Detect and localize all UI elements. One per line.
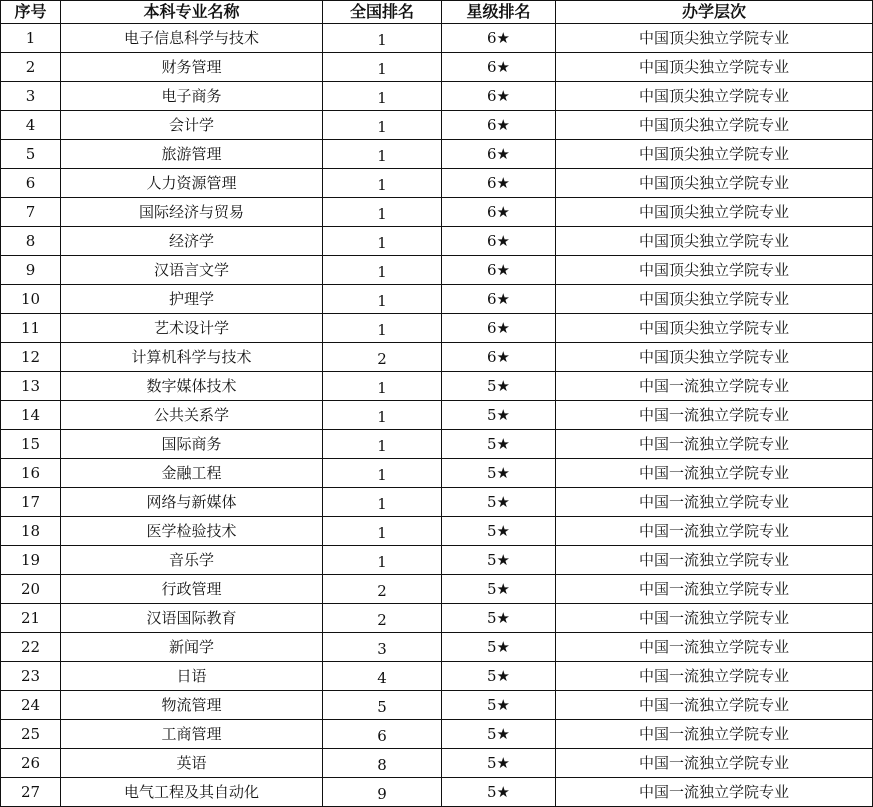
black-star-icon: ★	[496, 173, 510, 192]
serial-number-cell: 8	[1, 227, 61, 256]
star-rank-cell	[442, 256, 556, 285]
school-level-cell: 中国一流独立学院专业	[556, 372, 873, 401]
star-rank-cell	[442, 314, 556, 343]
school-level-cell: 中国一流独立学院专业	[556, 778, 873, 807]
major-name-cell: 人力资源管理	[61, 169, 323, 198]
star-count: 5	[487, 753, 497, 772]
serial-number-cell: 9	[1, 256, 61, 285]
star-count: 5	[487, 579, 497, 598]
star-rank-cell	[442, 24, 556, 53]
major-name-cell: 工商管理	[61, 720, 323, 749]
major-name-cell: 会计学	[61, 111, 323, 140]
serial-number-cell: 11	[1, 314, 61, 343]
table-row	[1, 401, 873, 430]
table-row	[1, 459, 873, 488]
school-level-cell: 中国顶尖独立学院专业	[556, 111, 873, 140]
national-rank-cell: 9	[323, 778, 442, 807]
serial-number-cell: 1	[1, 24, 61, 53]
black-star-icon: ★	[496, 753, 510, 772]
school-level-cell: 中国一流独立学院专业	[556, 604, 873, 633]
star-count: 5	[487, 724, 497, 743]
table-row	[1, 140, 873, 169]
major-name-cell: 计算机科学与技术	[61, 343, 323, 372]
star-rank-cell	[442, 401, 556, 430]
major-name-cell: 旅游管理	[61, 140, 323, 169]
table-row	[1, 24, 873, 53]
black-star-icon: ★	[496, 144, 510, 163]
major-name-cell: 网络与新媒体	[61, 488, 323, 517]
star-rank-cell	[442, 546, 556, 575]
serial-number-cell: 22	[1, 633, 61, 662]
school-level-cell: 中国一流独立学院专业	[556, 401, 873, 430]
serial-number-cell: 24	[1, 691, 61, 720]
table-row	[1, 343, 873, 372]
star-count: 6	[487, 289, 497, 308]
major-name-cell: 音乐学	[61, 546, 323, 575]
school-level-cell: 中国一流独立学院专业	[556, 430, 873, 459]
header-national-rank: 全国排名	[323, 1, 442, 24]
serial-number-cell: 27	[1, 778, 61, 807]
star-rank-cell	[442, 691, 556, 720]
national-rank-cell: 1	[323, 256, 442, 285]
school-level-cell: 中国一流独立学院专业	[556, 662, 873, 691]
major-name-cell: 护理学	[61, 285, 323, 314]
star-rank-cell	[442, 604, 556, 633]
header-serial-number: 序号	[1, 1, 61, 24]
star-rank-cell	[442, 111, 556, 140]
table-row	[1, 314, 873, 343]
table-row	[1, 778, 873, 807]
table-row	[1, 227, 873, 256]
serial-number-cell: 14	[1, 401, 61, 430]
black-star-icon: ★	[496, 57, 510, 76]
star-rank-cell	[442, 633, 556, 662]
serial-number-cell: 23	[1, 662, 61, 691]
school-level-cell: 中国一流独立学院专业	[556, 517, 873, 546]
star-rank-cell	[442, 749, 556, 778]
table-row	[1, 82, 873, 111]
national-rank-cell: 2	[323, 575, 442, 604]
black-star-icon: ★	[496, 666, 510, 685]
national-rank-cell: 1	[323, 111, 442, 140]
national-rank-cell: 1	[323, 459, 442, 488]
major-name-cell: 数字媒体技术	[61, 372, 323, 401]
table-row	[1, 256, 873, 285]
national-rank-cell: 1	[323, 546, 442, 575]
table-row	[1, 633, 873, 662]
star-rank-cell	[442, 343, 556, 372]
national-rank-cell: 1	[323, 53, 442, 82]
major-name-cell: 艺术设计学	[61, 314, 323, 343]
national-rank-cell: 1	[323, 169, 442, 198]
school-level-cell: 中国一流独立学院专业	[556, 720, 873, 749]
black-star-icon: ★	[496, 347, 510, 366]
serial-number-cell: 21	[1, 604, 61, 633]
major-name-cell: 公共关系学	[61, 401, 323, 430]
school-level-cell: 中国一流独立学院专业	[556, 575, 873, 604]
national-rank-cell: 6	[323, 720, 442, 749]
school-level-cell: 中国顶尖独立学院专业	[556, 140, 873, 169]
table-row	[1, 169, 873, 198]
black-star-icon: ★	[496, 86, 510, 105]
serial-number-cell: 25	[1, 720, 61, 749]
star-count: 6	[487, 115, 497, 134]
national-rank-cell: 1	[323, 401, 442, 430]
black-star-icon: ★	[496, 724, 510, 743]
national-rank-cell: 1	[323, 285, 442, 314]
table-row	[1, 575, 873, 604]
national-rank-cell: 1	[323, 314, 442, 343]
national-rank-cell: 1	[323, 517, 442, 546]
black-star-icon: ★	[496, 260, 510, 279]
major-name-cell: 电气工程及其自动化	[61, 778, 323, 807]
star-rank-cell	[442, 372, 556, 401]
black-star-icon: ★	[496, 492, 510, 511]
school-level-cell: 中国顶尖独立学院专业	[556, 227, 873, 256]
major-name-cell: 电子信息科学与技术	[61, 24, 323, 53]
major-name-cell: 英语	[61, 749, 323, 778]
major-name-cell: 日语	[61, 662, 323, 691]
black-star-icon: ★	[496, 231, 510, 250]
major-name-cell: 医学检验技术	[61, 517, 323, 546]
black-star-icon: ★	[496, 463, 510, 482]
school-level-cell: 中国一流独立学院专业	[556, 459, 873, 488]
national-rank-cell: 1	[323, 227, 442, 256]
national-rank-cell: 1	[323, 24, 442, 53]
serial-number-cell: 12	[1, 343, 61, 372]
serial-number-cell: 15	[1, 430, 61, 459]
star-rank-cell	[442, 169, 556, 198]
national-rank-cell: 1	[323, 372, 442, 401]
national-rank-cell: 1	[323, 198, 442, 227]
star-count: 6	[487, 144, 497, 163]
header-row	[1, 1, 873, 24]
table-body	[1, 24, 873, 807]
star-rank-cell	[442, 140, 556, 169]
black-star-icon: ★	[496, 376, 510, 395]
table-row	[1, 111, 873, 140]
star-count: 5	[487, 782, 497, 801]
serial-number-cell: 3	[1, 82, 61, 111]
major-name-cell: 财务管理	[61, 53, 323, 82]
major-name-cell: 行政管理	[61, 575, 323, 604]
school-level-cell: 中国顶尖独立学院专业	[556, 314, 873, 343]
black-star-icon: ★	[496, 550, 510, 569]
national-rank-cell: 1	[323, 488, 442, 517]
school-level-cell: 中国一流独立学院专业	[556, 749, 873, 778]
star-rank-cell	[442, 488, 556, 517]
star-count: 5	[487, 608, 497, 627]
national-rank-cell: 5	[323, 691, 442, 720]
major-name-cell: 电子商务	[61, 82, 323, 111]
star-rank-cell	[442, 198, 556, 227]
star-count: 6	[487, 57, 497, 76]
star-count: 5	[487, 637, 497, 656]
school-level-cell: 中国顶尖独立学院专业	[556, 256, 873, 285]
serial-number-cell: 16	[1, 459, 61, 488]
star-count: 6	[487, 347, 497, 366]
major-name-cell: 汉语言文学	[61, 256, 323, 285]
serial-number-cell: 4	[1, 111, 61, 140]
table-row	[1, 488, 873, 517]
black-star-icon: ★	[496, 782, 510, 801]
major-name-cell: 金融工程	[61, 459, 323, 488]
school-level-cell: 中国一流独立学院专业	[556, 546, 873, 575]
table-row	[1, 430, 873, 459]
major-name-cell: 国际商务	[61, 430, 323, 459]
school-level-cell: 中国顶尖独立学院专业	[556, 24, 873, 53]
serial-number-cell: 17	[1, 488, 61, 517]
star-count: 5	[487, 434, 497, 453]
star-count: 5	[487, 521, 497, 540]
header-star-rank: 星级排名	[442, 1, 556, 24]
star-rank-cell	[442, 227, 556, 256]
table-row	[1, 53, 873, 82]
star-count: 6	[487, 28, 497, 47]
star-count: 5	[487, 492, 497, 511]
black-star-icon: ★	[496, 28, 510, 47]
major-name-cell: 国际经济与贸易	[61, 198, 323, 227]
serial-number-cell: 10	[1, 285, 61, 314]
star-rank-cell	[442, 459, 556, 488]
serial-number-cell: 26	[1, 749, 61, 778]
school-level-cell: 中国一流独立学院专业	[556, 633, 873, 662]
star-count: 5	[487, 550, 497, 569]
serial-number-cell: 18	[1, 517, 61, 546]
star-rank-cell	[442, 53, 556, 82]
school-level-cell: 中国顶尖独立学院专业	[556, 169, 873, 198]
national-rank-cell: 3	[323, 633, 442, 662]
star-rank-cell	[442, 517, 556, 546]
star-count: 6	[487, 173, 497, 192]
star-rank-cell	[442, 575, 556, 604]
star-count: 5	[487, 666, 497, 685]
table-row	[1, 604, 873, 633]
black-star-icon: ★	[496, 695, 510, 714]
school-level-cell: 中国顶尖独立学院专业	[556, 53, 873, 82]
national-rank-cell: 8	[323, 749, 442, 778]
serial-number-cell: 19	[1, 546, 61, 575]
star-count: 5	[487, 376, 497, 395]
star-count: 6	[487, 202, 497, 221]
black-star-icon: ★	[496, 318, 510, 337]
table-row	[1, 691, 873, 720]
national-rank-cell: 1	[323, 140, 442, 169]
star-rank-cell	[442, 720, 556, 749]
school-level-cell: 中国顶尖独立学院专业	[556, 198, 873, 227]
major-name-cell: 汉语国际教育	[61, 604, 323, 633]
star-count: 6	[487, 86, 497, 105]
star-rank-cell	[442, 430, 556, 459]
national-rank-cell: 2	[323, 343, 442, 372]
table-row	[1, 285, 873, 314]
table-row	[1, 372, 873, 401]
serial-number-cell: 7	[1, 198, 61, 227]
star-count: 5	[487, 463, 497, 482]
major-name-cell: 新闻学	[61, 633, 323, 662]
black-star-icon: ★	[496, 405, 510, 424]
school-level-cell: 中国顶尖独立学院专业	[556, 285, 873, 314]
star-count: 6	[487, 318, 497, 337]
star-count: 5	[487, 695, 497, 714]
table-row	[1, 546, 873, 575]
table-row	[1, 198, 873, 227]
star-count: 6	[487, 260, 497, 279]
school-level-cell: 中国一流独立学院专业	[556, 691, 873, 720]
table-row	[1, 749, 873, 778]
serial-number-cell: 5	[1, 140, 61, 169]
header-major-name: 本科专业名称	[61, 1, 323, 24]
black-star-icon: ★	[496, 434, 510, 453]
serial-number-cell: 13	[1, 372, 61, 401]
star-rank-cell	[442, 778, 556, 807]
table-row	[1, 662, 873, 691]
serial-number-cell: 20	[1, 575, 61, 604]
black-star-icon: ★	[496, 115, 510, 134]
black-star-icon: ★	[496, 608, 510, 627]
national-rank-cell: 2	[323, 604, 442, 633]
black-star-icon: ★	[496, 202, 510, 221]
header-school-level: 办学层次	[556, 1, 873, 24]
black-star-icon: ★	[496, 521, 510, 540]
table-row	[1, 517, 873, 546]
serial-number-cell: 6	[1, 169, 61, 198]
black-star-icon: ★	[496, 637, 510, 656]
star-rank-cell	[442, 82, 556, 111]
table-row	[1, 720, 873, 749]
star-count: 6	[487, 231, 497, 250]
school-level-cell: 中国顶尖独立学院专业	[556, 343, 873, 372]
school-level-cell: 中国一流独立学院专业	[556, 488, 873, 517]
serial-number-cell: 2	[1, 53, 61, 82]
national-rank-cell: 4	[323, 662, 442, 691]
star-count: 5	[487, 405, 497, 424]
national-rank-cell: 1	[323, 82, 442, 111]
star-rank-cell	[442, 285, 556, 314]
black-star-icon: ★	[496, 289, 510, 308]
school-level-cell: 中国顶尖独立学院专业	[556, 82, 873, 111]
major-name-cell: 物流管理	[61, 691, 323, 720]
star-rank-cell	[442, 662, 556, 691]
national-rank-cell: 1	[323, 430, 442, 459]
major-name-cell: 经济学	[61, 227, 323, 256]
black-star-icon: ★	[496, 579, 510, 598]
table-header	[1, 1, 873, 24]
